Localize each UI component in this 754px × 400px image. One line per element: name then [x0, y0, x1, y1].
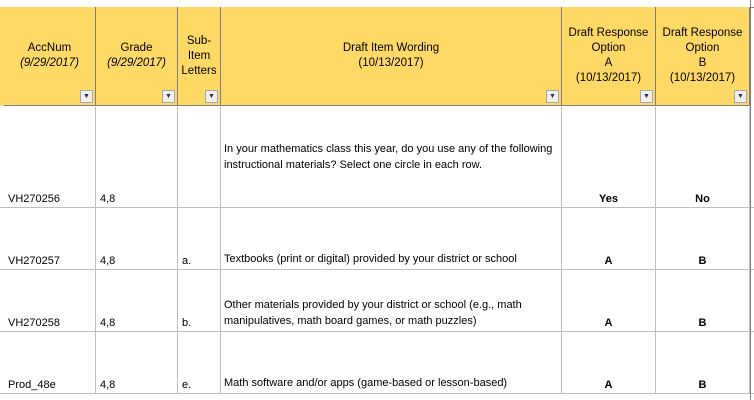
- grade-value: 4,8: [100, 255, 116, 267]
- header-wording[interactable]: [221, 7, 562, 106]
- header-subitem-line3: Letters: [181, 64, 217, 77]
- header-subitem-line2: Item: [187, 49, 211, 62]
- cell-option-a[interactable]: [562, 208, 656, 269]
- header-wording-date: (10/13/2017): [358, 57, 424, 69]
- header-option-b-line4: (10/13/2017): [669, 72, 736, 84]
- header-grade-label: Grade: [120, 42, 153, 54]
- option-b-value: B: [698, 255, 707, 267]
- cell-wording[interactable]: [221, 332, 562, 393]
- option-a-value: A: [604, 317, 613, 329]
- grade-value: 4,8: [100, 317, 116, 329]
- cell-option-a[interactable]: [562, 107, 656, 207]
- cell-wording[interactable]: [221, 107, 562, 207]
- header-option-a-line4: (10/13/2017): [575, 72, 642, 84]
- header-option-a-line1: Draft Response: [568, 27, 649, 39]
- cell-accnum[interactable]: [4, 208, 96, 269]
- header-option-b[interactable]: [656, 7, 750, 106]
- wording-value: Other materials provided by your district or school (e.g., math manipulatives, math board games, or math puzzles): [224, 299, 522, 327]
- grade-value: 4,8: [100, 379, 116, 391]
- subitem-value: b.: [182, 317, 192, 329]
- header-option-b-line1: Draft Response: [662, 27, 743, 39]
- header-option-a-line3: A: [604, 57, 613, 69]
- option-a-value: A: [604, 255, 613, 267]
- cell-wording[interactable]: [221, 270, 562, 331]
- table-row: [0, 208, 754, 270]
- cell-subitem[interactable]: [178, 270, 221, 331]
- header-grade[interactable]: [96, 7, 178, 106]
- cell-option-a[interactable]: [562, 270, 656, 331]
- next-column-edge: [750, 0, 754, 400]
- header-option-b-line2: Option: [685, 42, 720, 54]
- option-b-value: B: [698, 317, 707, 329]
- cell-grade[interactable]: [96, 270, 178, 331]
- cell-grade[interactable]: [96, 107, 178, 207]
- table-row: [0, 332, 754, 394]
- cell-grade[interactable]: [96, 208, 178, 269]
- header-wording-label: Draft Item Wording: [342, 42, 440, 54]
- option-a-value: A: [604, 379, 613, 391]
- cell-accnum[interactable]: [4, 332, 96, 393]
- header-subitem[interactable]: [178, 7, 221, 106]
- header-accnum[interactable]: [4, 7, 96, 106]
- header-accnum-label: AccNum: [27, 42, 72, 54]
- option-b-value: No: [695, 193, 710, 205]
- option-b-value: B: [698, 379, 707, 391]
- cell-subitem[interactable]: [178, 332, 221, 393]
- option-a-value: Yes: [599, 193, 618, 205]
- cell-option-b[interactable]: [656, 332, 750, 393]
- accnum-value: Prod_48e: [8, 379, 56, 391]
- filter-dropdown-icon[interactable]: ▼: [640, 90, 653, 103]
- accnum-value: VH270256: [8, 193, 60, 205]
- cell-option-b[interactable]: [656, 107, 750, 207]
- accnum-value: VH270258: [8, 317, 60, 329]
- header-accnum-date: (9/29/2017): [20, 57, 79, 69]
- filter-dropdown-icon[interactable]: ▼: [546, 90, 559, 103]
- wording-value: Math software and/or apps (game-based or lesson-based): [224, 377, 508, 389]
- cell-option-b[interactable]: [656, 270, 750, 331]
- header-option-a[interactable]: [562, 7, 656, 106]
- header-option-a-line2: Option: [591, 42, 626, 54]
- subitem-value: e.: [182, 379, 192, 391]
- header-grade-date: (9/29/2017): [107, 57, 166, 69]
- cell-grade[interactable]: [96, 332, 178, 393]
- cell-option-a[interactable]: [562, 332, 656, 393]
- subitem-value: a.: [182, 255, 192, 267]
- cell-wording[interactable]: [221, 208, 562, 269]
- cell-subitem[interactable]: [178, 107, 221, 207]
- table-row: [0, 270, 754, 332]
- filter-dropdown-icon[interactable]: ▼: [734, 90, 747, 103]
- table-row: [0, 107, 754, 208]
- cell-subitem[interactable]: [178, 208, 221, 269]
- filter-dropdown-icon[interactable]: ▼: [162, 90, 175, 103]
- grade-value: 4,8: [100, 193, 116, 205]
- header-subitem-line1: Sub-: [186, 34, 212, 47]
- cell-option-b[interactable]: [656, 208, 750, 269]
- wording-value: In your mathematics class this year, do you use any of the following instructional materials? Select one circle in each row.: [224, 143, 553, 171]
- cell-accnum[interactable]: [4, 107, 96, 207]
- filter-dropdown-icon[interactable]: ▼: [80, 90, 93, 103]
- filter-dropdown-icon[interactable]: ▼: [205, 90, 218, 103]
- accnum-value: VH270257: [8, 255, 60, 267]
- header-option-b-line3: B: [698, 57, 707, 69]
- cell-accnum[interactable]: [4, 270, 96, 331]
- wording-value: Textbooks (print or digital) provided by your district or school: [224, 253, 517, 265]
